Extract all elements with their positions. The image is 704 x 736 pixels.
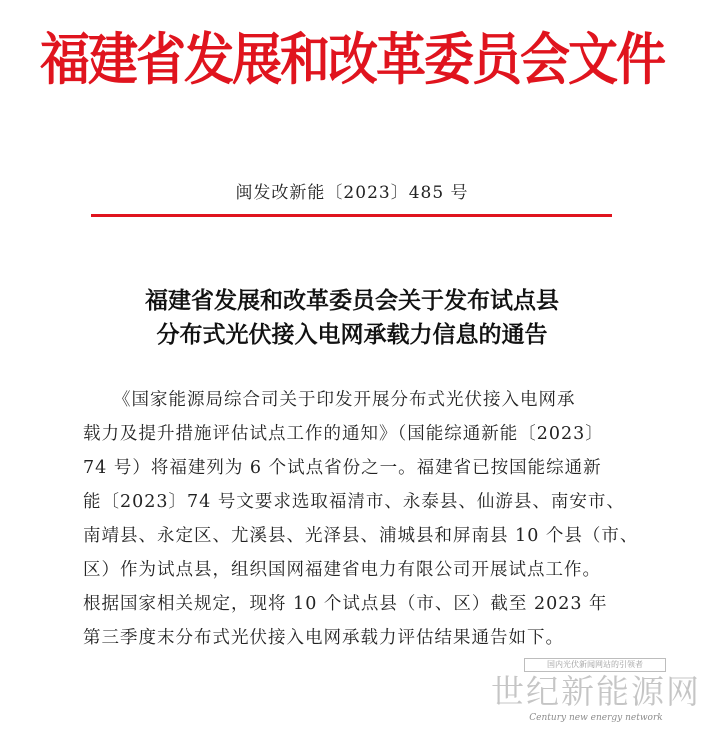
document-header-title: 福建省发展和改革委员会文件 — [40, 26, 664, 93]
paragraph-line-4: 能〔2023〕74 号文要求选取福清市、永泰县、仙游县、南安市、 — [83, 492, 625, 512]
document-number: 闽发改新能〔2023〕485 号 — [235, 183, 469, 203]
paragraph-line-8: 第三季度末分布式光伏接入电网承载力评估结果通告如下。 — [83, 628, 564, 648]
paragraph-line-3: 74 号）将福建列为 6 个试点省份之一。福建省已按国能综通新 — [83, 458, 602, 478]
paragraph-line-5: 南靖县、永定区、尤溪县、光泽县、浦城县和屏南县 10 个县（市、 — [83, 526, 639, 546]
paragraph-line-7: 根据国家相关规定，现将 10 个试点县（市、区）截至 2023 年 — [83, 594, 608, 614]
watermark-english-name: Century new energy network — [529, 713, 663, 723]
watermark-name: 世纪新能源网 — [491, 672, 701, 711]
paragraph-line-2: 载力及提升措施评估试点工作的通知》（国能综通新能〔2023〕 — [83, 424, 604, 444]
paragraph-line-6: 区）作为试点县，组织国网福建省电力有限公司开展试点工作。 — [83, 560, 601, 580]
paragraph-line-1: 《国家能源局综合司关于印发开展分布式光伏接入电网承 — [113, 390, 576, 410]
watermark-logo — [488, 656, 704, 736]
red-divider-line — [91, 214, 612, 217]
watermark-tagline: 国内光伏新闻网站的引领者 — [524, 658, 666, 672]
notice-title-line-2: 分布式光伏接入电网承载力信息的通告 — [156, 321, 548, 348]
notice-title-line-1: 福建省发展和改革委员会关于发布试点县 — [145, 287, 559, 314]
